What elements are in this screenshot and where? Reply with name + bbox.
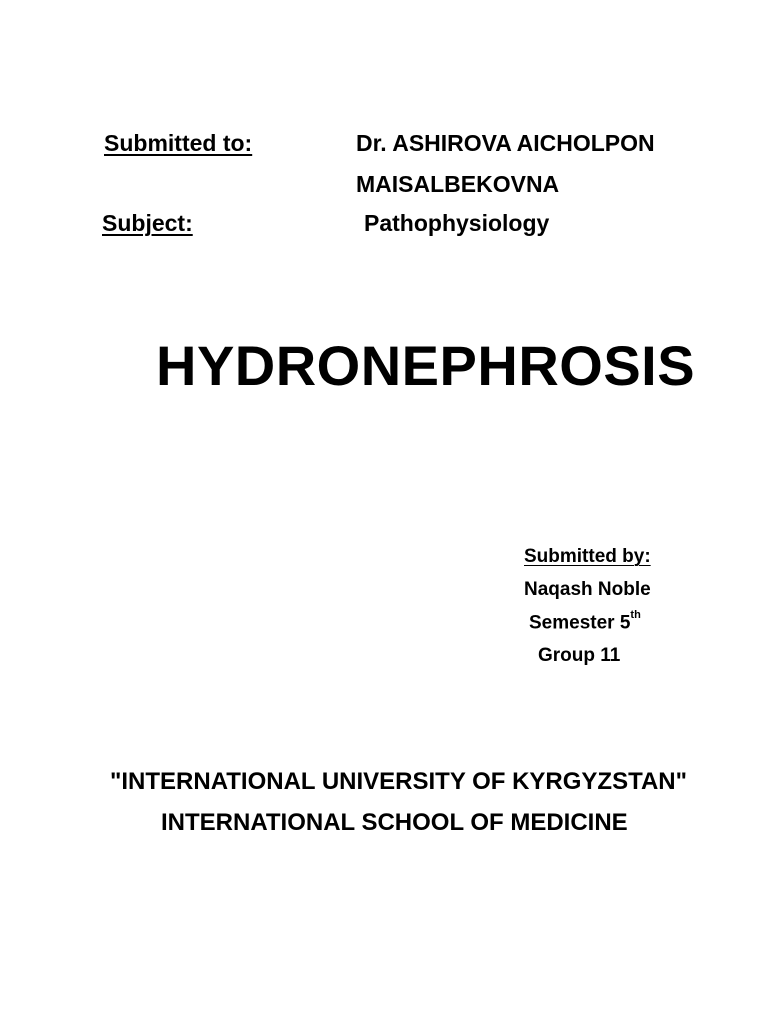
student-name: Naqash Noble [524,579,651,600]
document-title: HYDRONEPHROSIS [156,334,696,397]
supervisor-name-line2: MAISALBEKOVNA [356,171,560,197]
semester-text: Semester 5 [529,612,631,634]
submitted-by-label: Submitted by: [524,546,651,567]
subject-value: Pathophysiology [364,210,550,236]
school-name: INTERNATIONAL SCHOOL OF MEDICINE [161,809,628,836]
semester-superscript: th [630,609,641,621]
university-name: "INTERNATIONAL UNIVERSITY OF KYRGYZSTAN" [110,768,688,795]
group: Group 11 [538,645,621,666]
semester [529,609,641,634]
submitted-to-label: Submitted to: [104,130,253,156]
supervisor-name-line1: Dr. ASHIROVA AICHOLPON [356,130,655,156]
subject-label: Subject: [102,210,193,236]
